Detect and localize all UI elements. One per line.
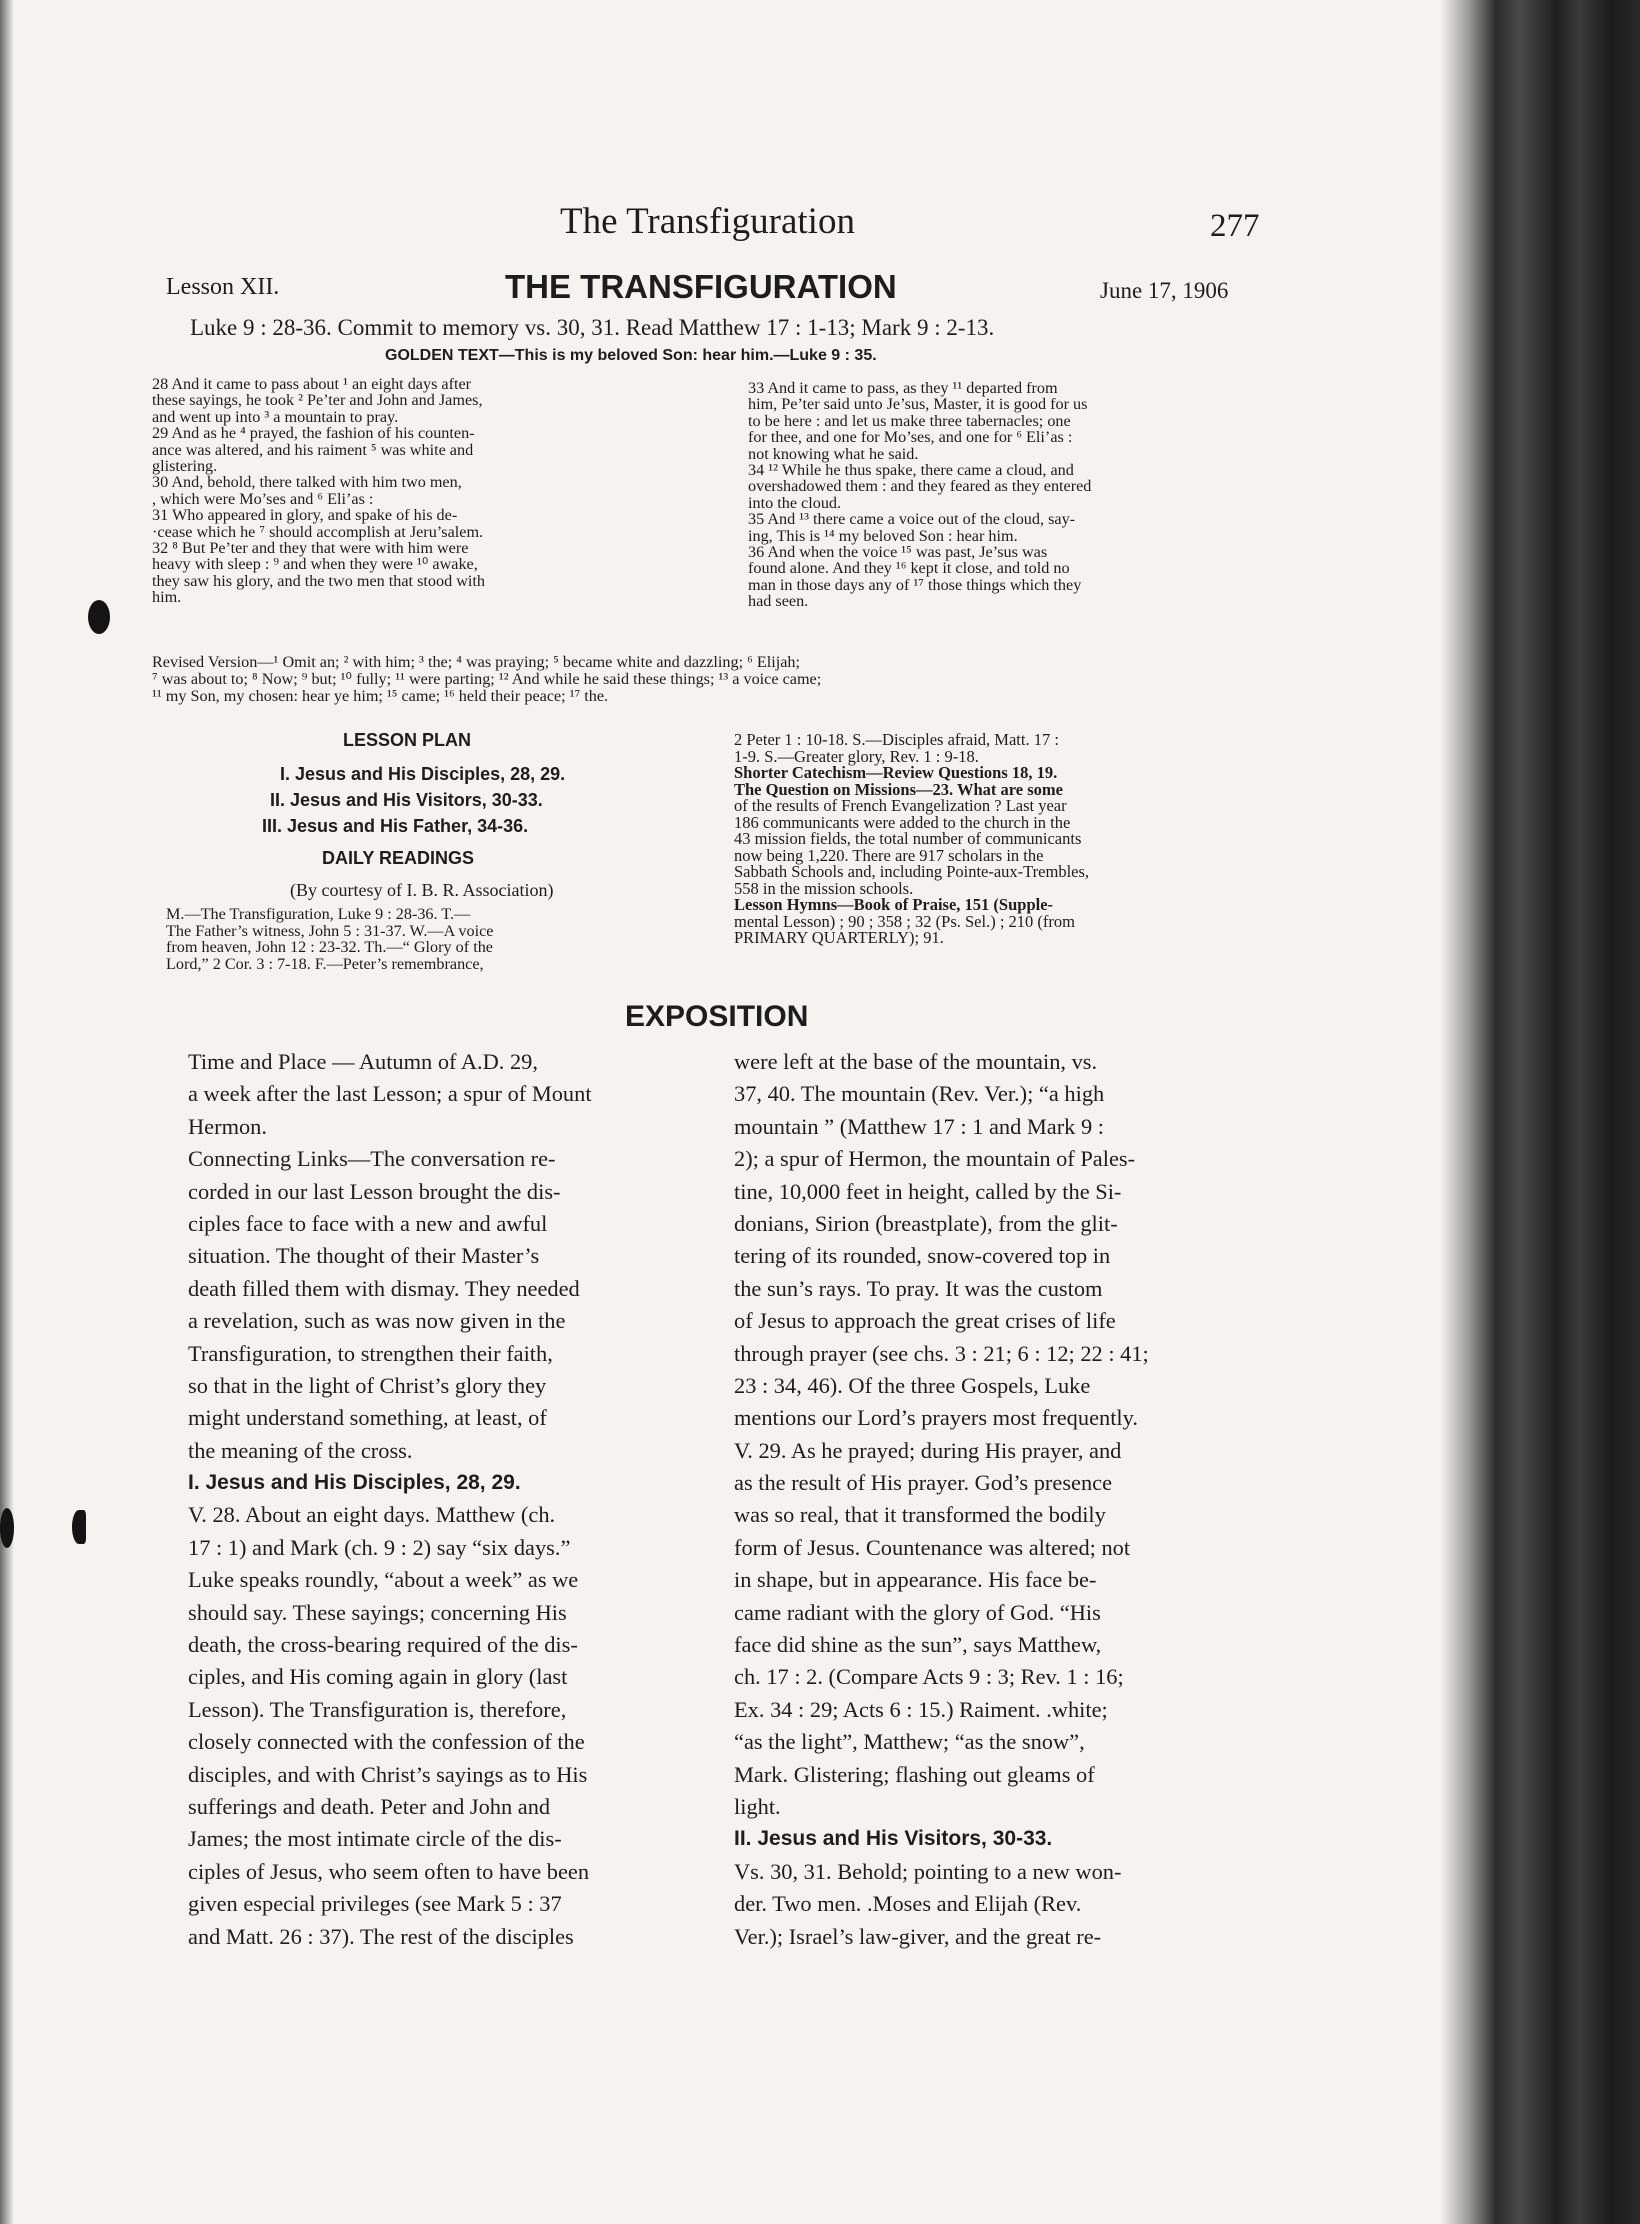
binding-hole — [88, 600, 110, 634]
verse-line: overshadowed them : and they feared as they entered — [748, 477, 1092, 496]
verse-line: ance was altered, and his raiment ⁵ was white and — [152, 440, 474, 459]
exposition-line: Ex. 34 : 29; Acts 6 : 15.) Raiment. .white; — [734, 1696, 1108, 1722]
verse-line: 31 Who appeared in glory, and spake of his de- — [152, 506, 458, 525]
exposition-line: Mark. Glistering; flashing out gleams of — [734, 1761, 1095, 1787]
verse-line: 35 And ¹³ there came a voice out of the cloud, say- — [748, 510, 1076, 529]
book-gutter — [1440, 0, 1640, 2224]
verse-line: ing, This is ¹⁴ my beloved Son : hear him. — [748, 526, 1018, 545]
daily-readings-list — [166, 906, 493, 972]
exposition-line: face did shine as the sun”, says Matthew, — [734, 1632, 1102, 1658]
section-subheading: I. Jesus and His Disciples, 28, 29. — [188, 1471, 521, 1495]
exposition-line: came radiant with the glory of God. “His — [734, 1599, 1101, 1625]
note-line: PRIMARY QUARTERLY); 91. — [734, 928, 944, 947]
verse-line: into the cloud. — [748, 493, 842, 512]
exposition-line: of Jesus to approach the great crises of life — [734, 1308, 1116, 1334]
golden-text: GOLDEN TEXT—This is my beloved Son: hear him.—Luke 9 : 35. — [385, 347, 877, 364]
note-line: Lesson Hymns—Book of Praise, 151 (Supple- — [734, 895, 1054, 914]
exposition-line: ciples of Jesus, who seem often to have been — [188, 1858, 590, 1884]
exposition-line: death filled them with dismay. They needed — [188, 1275, 580, 1301]
verse-line: him, Pe’ter said unto Je’sus, Master, it is good for us — [748, 395, 1088, 414]
verse-line: to be here : and let us make three tabernacles; one — [748, 411, 1071, 430]
exposition-line: through prayer (see chs. 3 : 21; 6 : 12; 22 : 41; — [734, 1340, 1149, 1366]
exposition-line: as the result of His prayer. God’s presence — [734, 1470, 1113, 1496]
note-line: Shorter Catechism—Review Questions 18, 19. — [734, 763, 1058, 782]
verse-line: ·cease which he ⁷ should accomplish at Jeru’salem. — [152, 522, 484, 541]
note-line: 43 mission fields, the total number of communicants — [734, 829, 1082, 848]
scripture-left-column — [152, 376, 485, 605]
note-line: Sabbath Schools and, including Pointe-aux-Trembles, — [734, 862, 1090, 881]
note-line: The Question on Missions—23. What are some — [734, 779, 1063, 799]
exposition-line: V. 29. As he prayed; during His prayer, and — [734, 1437, 1122, 1463]
revised-version-line: ⁷ was about to; ⁸ Now; ⁹ but; ¹⁰ fully; ¹¹ were parting; ¹² And while he said these things; ¹³ a voice came; — [152, 670, 822, 688]
exposition-column-right — [734, 1046, 1149, 1953]
exposition-line: donians, Sirion (breastplate), from the glit- — [734, 1210, 1118, 1236]
exposition-line: form of Jesus. Countenance was altered; not — [734, 1534, 1131, 1560]
exposition-line: tine, 10,000 feet in height, called by the Si- — [734, 1178, 1122, 1204]
page-edge-shadow — [0, 0, 14, 2224]
verse-line: 34 ¹² While he thus spake, there came a cloud, and — [748, 460, 1074, 479]
exposition-line: Connecting Links—The conversation re- — [188, 1146, 556, 1172]
running-title: The Transfiguration — [560, 201, 855, 242]
page-number: 277 — [1210, 208, 1260, 244]
daily-reading-line: The Father’s witness, John 5 : 31-37. W.—A voice — [166, 921, 494, 940]
daily-reading-line: from heaven, John 12 : 23-32. Th.—“ Glory of the — [166, 938, 493, 956]
note-line: mental Lesson) ; 90 ; 358 ; 32 (Ps. Sel.) ; 210 (from — [734, 911, 1075, 931]
lesson-plan-item: III. Jesus and His Father, 34-36. — [262, 816, 529, 836]
revised-version-notes — [152, 654, 821, 705]
exposition-line: might understand something, at least, of — [188, 1405, 547, 1431]
lesson-plan-item: II. Jesus and His Visitors, 30-33. — [270, 790, 543, 810]
exposition-line: sufferings and death. Peter and John and — [188, 1793, 551, 1819]
verse-line: these sayings, he took ² Pe’ter and John and James, — [152, 391, 483, 410]
verse-line: man in those days any of ¹⁷ those things which they — [748, 575, 1082, 594]
revised-version-line: ¹¹ my Son, my chosen: hear ye him; ¹⁵ came; ¹⁶ held their peace; ¹⁷ the. — [152, 687, 609, 705]
daily-readings-subtitle: (By courtesy of I. B. R. Association) — [290, 880, 554, 900]
lesson-title: THE TRANSFIGURATION — [505, 268, 897, 305]
exposition-line: ch. 17 : 2. (Compare Acts 9 : 3; Rev. 1 : 16; — [734, 1664, 1124, 1690]
exposition-line: light. — [734, 1793, 781, 1819]
revised-version-line: Revised Version—¹ Omit an; ² with him; ³ the; ⁴ was praying; ⁵ became white and dazzling; ⁶ Elijah; — [152, 653, 800, 671]
exposition-line: der. Two men. .Moses and Elijah (Rev. — [734, 1891, 1082, 1917]
exposition-line: situation. The thought of their Master’s — [188, 1243, 540, 1269]
exposition-line: Transfiguration, to strengthen their faith, — [188, 1340, 553, 1366]
daily-reading-line: M.—The Transfiguration, Luke 9 : 28-36. T.— — [166, 905, 471, 923]
verse-line: 36 And when the voice ¹⁵ was past, Je’sus was — [748, 542, 1048, 561]
exposition-line: so that in the light of Christ’s glory they — [188, 1372, 547, 1398]
exposition-line: Hermon. — [188, 1113, 267, 1139]
exposition-line: the sun’s rays. To pray. It was the custom — [734, 1275, 1103, 1301]
exposition-line: 23 : 34, 46). Of the three Gospels, Luke — [734, 1372, 1091, 1398]
verse-line: had seen. — [748, 592, 809, 611]
binding-hole — [0, 1508, 14, 1548]
exposition-line: given especial privileges (see Mark 5 : 37 — [188, 1891, 562, 1917]
note-line: now being 1,220. There are 917 scholars in the — [734, 845, 1044, 865]
note-line: 558 in the mission schools. — [734, 878, 914, 898]
exposition-line: V. 28. About an eight days. Matthew (ch. — [188, 1502, 556, 1528]
note-line: of the results of French Evangelization ? Last year — [734, 796, 1067, 815]
exposition-line: 2); a spur of Hermon, the mountain of Pales- — [734, 1146, 1136, 1172]
note-line: 2 Peter 1 : 10-18. S.—Disciples afraid, Matt. 17 : — [734, 730, 1059, 749]
exposition-line: Luke speaks roundly, “about a week” as we — [188, 1567, 579, 1593]
daily-readings-title: DAILY READINGS — [322, 848, 475, 868]
exposition-line: Ver.); Israel’s law-giver, and the great re- — [734, 1923, 1102, 1949]
exposition-line: Vs. 30, 31. Behold; pointing to a new won- — [734, 1858, 1122, 1884]
note-line: 186 communicants were added to the church in the — [734, 812, 1071, 832]
exposition-line: were left at the base of the mountain, vs. — [734, 1049, 1098, 1074]
lesson-number: Lesson XII. — [166, 274, 280, 300]
verse-line: they saw his glory, and the two men that stood with — [152, 571, 485, 590]
lesson-plan-title: LESSON PLAN — [343, 730, 472, 750]
exposition-line: death, the cross-bearing required of the dis- — [188, 1632, 578, 1658]
verse-line: for thee, and one for Mo’ses, and one for ⁶ Eli’as : — [748, 428, 1073, 447]
section-subheading: II. Jesus and His Visitors, 30-33. — [734, 1827, 1053, 1851]
exposition-line: a revelation, such as was now given in the — [188, 1308, 566, 1334]
exposition-line: Lesson). The Transfiguration is, therefore, — [188, 1696, 567, 1722]
verse-line: 29 And as he ⁴ prayed, the fashion of his counten- — [152, 424, 475, 443]
exposition-line: the meaning of the cross. — [188, 1437, 413, 1463]
catechism-missions-hymns — [734, 732, 1089, 947]
exposition-line: 37, 40. The mountain (Rev. Ver.); “a high — [734, 1081, 1105, 1107]
exposition-line: mentions our Lord’s prayers most frequently. — [734, 1405, 1138, 1431]
exposition-column-left — [188, 1046, 592, 1953]
exposition-line: 17 : 1) and Mark (ch. 9 : 2) say “six days.” — [188, 1534, 571, 1560]
exposition-line: ciples, and His coming again in glory (last — [188, 1664, 568, 1690]
verse-line: him. — [152, 588, 182, 607]
exposition-line: mountain ” (Matthew 17 : 1 and Mark 9 : — [734, 1113, 1104, 1139]
exposition-line: corded in our last Lesson brought the dis- — [188, 1178, 561, 1204]
exposition-title: EXPOSITION — [625, 1000, 809, 1033]
exposition-line: disciples, and with Christ’s sayings as to His — [188, 1761, 588, 1787]
exposition-line: and Matt. 26 : 37). The rest of the disciples — [188, 1923, 574, 1949]
verse-line: not knowing what he said. — [748, 444, 919, 463]
verse-line: glistering. — [152, 456, 218, 475]
exposition-line: closely connected with the confession of the — [188, 1729, 585, 1755]
exposition-line: tering of its rounded, snow-covered top in — [734, 1243, 1111, 1269]
exposition-line: ciples face to face with a new and awful — [188, 1210, 548, 1236]
note-line: 1-9. S.—Greater glory, Rev. 1 : 9-18. — [734, 746, 979, 766]
verse-line: 33 And it came to pass, as they ¹¹ departed from — [748, 379, 1058, 397]
daily-reading-line: Lord,” 2 Cor. 3 : 7-18. F.—Peter’s remembrance, — [166, 954, 484, 973]
verse-line: and went up into ³ a mountain to pray. — [152, 407, 399, 426]
exposition-line: a week after the last Lesson; a spur of Mount — [188, 1081, 592, 1107]
verse-line: 32 ⁸ But Pe’ter and they that were with him were — [152, 538, 469, 557]
scripture-right-column — [748, 380, 1091, 609]
exposition-line: should say. These sayings; concerning His — [188, 1599, 567, 1625]
exposition-line: “as the light”, Matthew; “as the snow”, — [734, 1729, 1085, 1755]
exposition-line: in shape, but in appearance. His face be- — [734, 1567, 1097, 1593]
lesson-date: June 17, 1906 — [1100, 278, 1229, 303]
verse-line: heavy with sleep : ⁹ and when they were ¹⁰ awake, — [152, 555, 478, 574]
exposition-line: James; the most intimate circle of the dis- — [188, 1826, 562, 1852]
exposition-line: Time and Place — Autumn of A.D. 29, — [188, 1049, 538, 1074]
verse-line: 28 And it came to pass about ¹ an eight days after — [152, 375, 472, 393]
binding-hole — [72, 1510, 86, 1544]
lesson-plan-item: I. Jesus and His Disciples, 28, 29. — [280, 764, 566, 784]
scripture-reference: Luke 9 : 28-36. Commit to memory vs. 30, 31. Read Matthew 17 : 1-13; Mark 9 : 2-13. — [190, 315, 995, 340]
exposition-line: was so real, that it transformed the bodily — [734, 1502, 1106, 1528]
verse-line: , which were Mo’ses and ⁶ Eli’as : — [152, 489, 374, 508]
verse-line: found alone. And they ¹⁶ kept it close, and told no — [748, 559, 1070, 578]
verse-line: 30 And, behold, there talked with him two men, — [152, 473, 462, 492]
